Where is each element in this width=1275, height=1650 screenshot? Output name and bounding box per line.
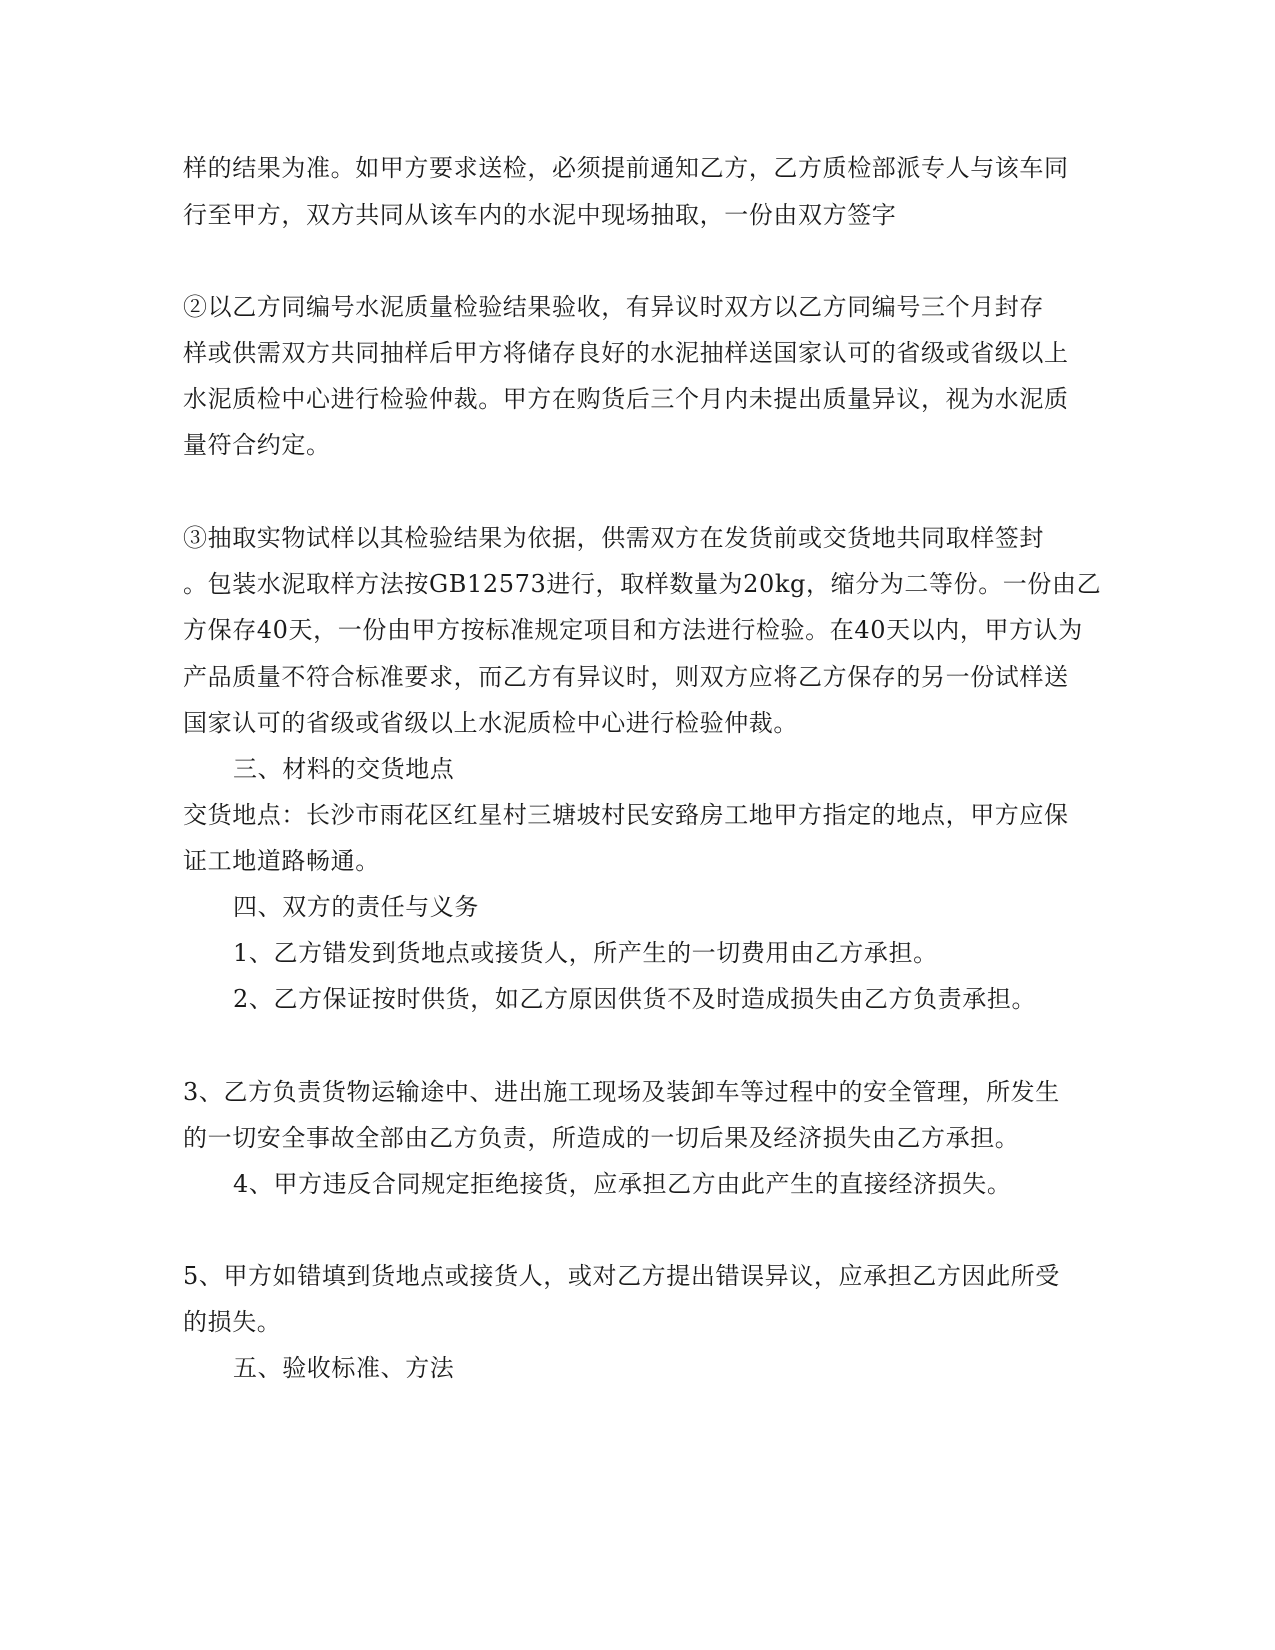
text-line: 交货地点：长沙市雨花区红星村三塘坡村民安臵房工地甲方指定的地点，甲方应保 xyxy=(183,801,1069,829)
section-heading: 三、材料的交货地点 xyxy=(233,755,455,783)
text-line: 的一切安全事故全部由乙方负责，所造成的一切后果及经济损失由乙方承担。 xyxy=(183,1124,1020,1152)
list-item: 5、甲方如错填到货地点或接货人，或对乙方提出错误异议，应承担乙方因此所受 xyxy=(183,1262,1060,1290)
list-item: 4、甲方违反合同规定拒绝接货，应承担乙方由此产生的直接经济损失。 xyxy=(233,1170,1012,1198)
text-line: 的损失。 xyxy=(183,1308,282,1336)
list-item: 3、乙方负责货物运输途中、进出施工现场及装卸车等过程中的安全管理，所发生 xyxy=(183,1078,1060,1106)
text-line: 量符合约定。 xyxy=(183,431,331,459)
section-heading: 四、双方的责任与义务 xyxy=(233,893,479,921)
text-line: 行至甲方，双方共同从该车内的水泥中现场抽取，一份由双方签字 xyxy=(183,201,897,229)
text-line: ②以乙方同编号水泥质量检验结果验收，有异议时双方以乙方同编号三个月封存 xyxy=(183,293,1044,321)
text-line: ③抽取实物试样以其检验结果为依据，供需双方在发货前或交货地共同取样签封 xyxy=(183,524,1044,552)
section-heading: 五、验收标准、方法 xyxy=(233,1354,455,1382)
text-line: 证工地道路畅通。 xyxy=(183,847,380,875)
text-line: 方保存40天，一份由甲方按标准规定项目和方法进行检验。在40天以内，甲方认为 xyxy=(183,616,1083,644)
text-line: 样或供需双方共同抽样后甲方将储存良好的水泥抽样送国家认可的省级或省级以上 xyxy=(183,339,1069,367)
list-item: 1、乙方错发到货地点或接货人，所产生的一切费用由乙方承担。 xyxy=(233,939,938,967)
text-line: 国家认可的省级或省级以上水泥质检中心进行检验仲裁。 xyxy=(183,709,798,737)
text-line: 水泥质检中心进行检验仲裁。甲方在购货后三个月内未提出质量异议，视为水泥质 xyxy=(183,385,1069,413)
text-line: 。包装水泥取样方法按GB12573进行，取样数量为20kg，缩分为二等份。一份由乙 xyxy=(183,570,1102,598)
list-item: 2、乙方保证按时供货，如乙方原因供货不及时造成损失由乙方负责承担。 xyxy=(233,985,1037,1013)
text-line: 样的结果为准。如甲方要求送检，必须提前通知乙方，乙方质检部派专人与该车同 xyxy=(183,154,1069,182)
text-line: 产品质量不符合标准要求，而乙方有异议时，则双方应将乙方保存的另一份试样送 xyxy=(183,663,1069,691)
